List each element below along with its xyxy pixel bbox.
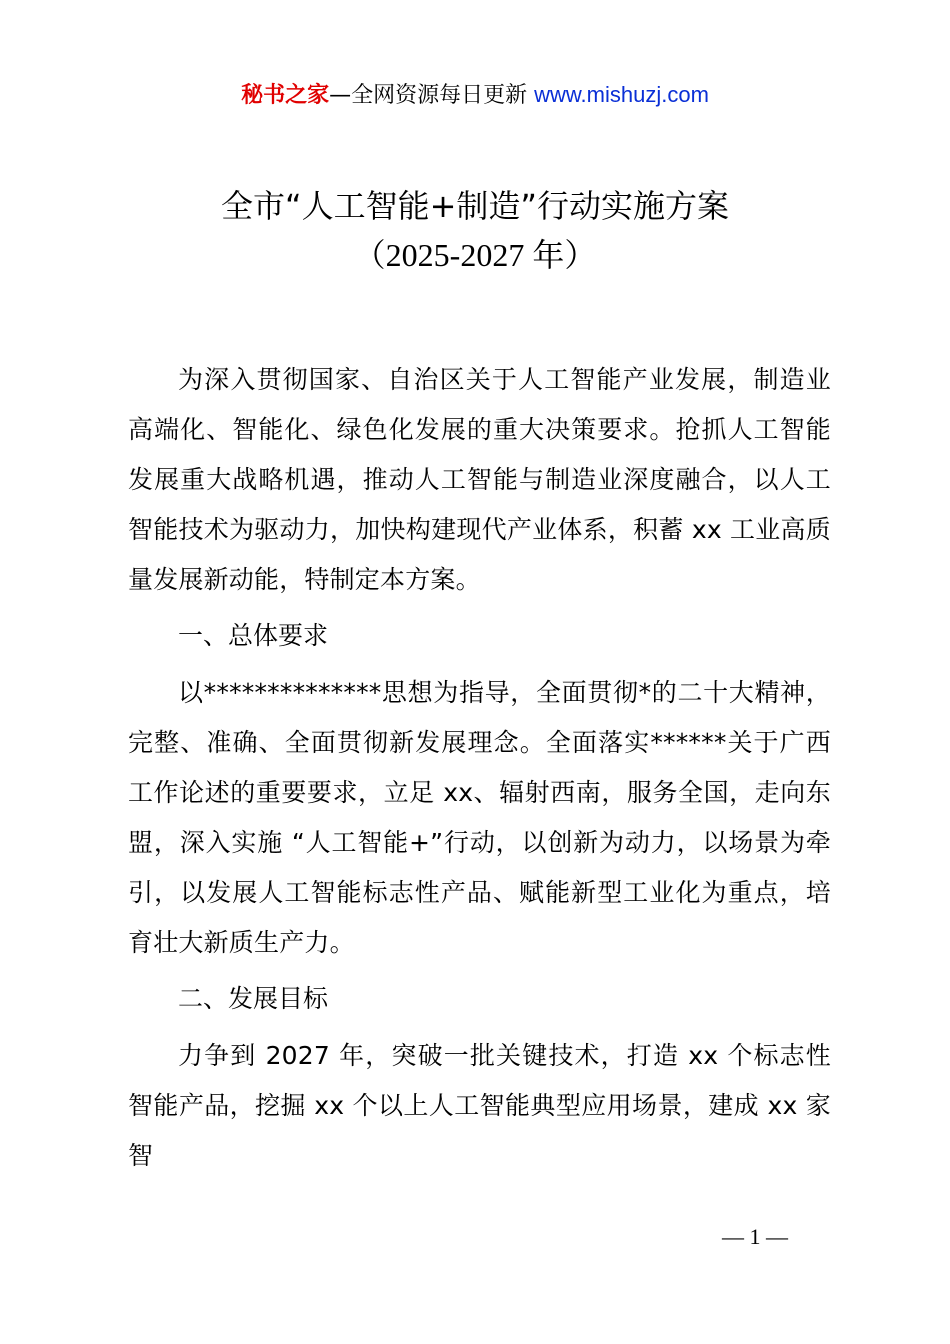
site-url-link[interactable]: www.mishuzj.com <box>534 82 709 107</box>
document-title: 全市“人工智能+制造”行动实施方案 <box>221 187 729 225</box>
site-tagline: —全网资源每日更新 <box>329 83 535 108</box>
section-heading: 二、发展目标 <box>178 984 329 1013</box>
section-heading: 一、总体要求 <box>178 621 329 650</box>
body-paragraph: 力争到 2027 年，突破一批关键技术，打造 xx 个标志性智能产品，挖掘 xx 个以上人工智能典型应用场景，建成 xx 家智 <box>128 1041 831 1170</box>
page-number: — 1 — <box>722 1224 788 1249</box>
site-header <box>0 80 950 111</box>
document-body <box>128 355 831 1181</box>
body-paragraph: 以**************思想为指导，全面贯彻*的二十大精神，完整、准确、全面贯彻新发展理念。全面落实******关于广西工作论述的重要要求，立足 xx、辐射西南，服务全国，走向东盟，深入实施 “人工智能+”行动，以创新为动力，以场景为牵引，以发展人工智能标志性产品、赋能新型工业化为重点，培育壮大新质生产力。 <box>128 678 831 957</box>
site-brand: 秘书之家 <box>241 83 330 108</box>
body-paragraph: 为深入贯彻国家、自治区关于人工智能产业发展，制造业高端化、智能化、绿色化发展的重大决策要求。抢抓人工智能发展重大战略机遇，推动人工智能与制造业深度融合，以人工智能技术为驱动力，加快构建现代产业体系，积蓄 xx 工业高质量发展新动能，特制定本方案。 <box>128 365 831 594</box>
document-subtitle: （2025-2027 年） <box>353 237 597 273</box>
